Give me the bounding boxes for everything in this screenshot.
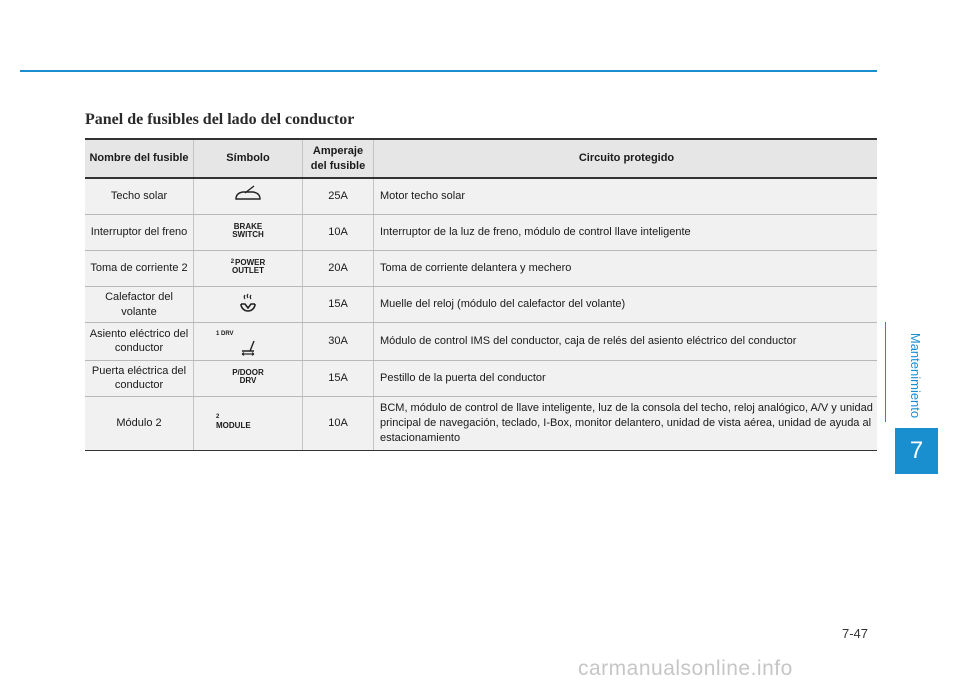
fuse-circuit: BCM, módulo de control de llave inteligente, luz de la consola del techo, reloj analógico, A/V y unidad principal de navegación, teclado, I-Box, monitor delantero, unidad de vista aérea, unidad de ayuda al estacionamiento: [374, 396, 878, 450]
side-tab-label: Mantenimiento: [908, 332, 923, 418]
fuse-circuit: Muelle del reloj (módulo del calefactor del volante): [374, 287, 878, 323]
table-row: [85, 360, 877, 396]
fuse-amperage: 30A: [303, 323, 374, 361]
fuse-circuit: Pestillo de la puerta del conductor: [374, 360, 878, 396]
table-row: [85, 287, 877, 323]
header-symbol: Símbolo: [194, 139, 303, 178]
fuse-name: Calefactor del volante: [85, 287, 194, 323]
fuse-symbol: [194, 287, 303, 323]
fuse-amperage: 10A: [303, 396, 374, 450]
sunroof-icon: [233, 184, 263, 204]
fuse-circuit: Interruptor de la luz de freno, módulo de control llave inteligente: [374, 215, 878, 251]
chapter-badge: 7: [895, 428, 938, 474]
fuse-name: Interruptor del freno: [85, 215, 194, 251]
table-row: [85, 178, 877, 215]
fuse-circuit: Motor techo solar: [374, 178, 878, 215]
fuse-symbol: [194, 396, 303, 450]
symbol-line2: SWITCH: [232, 230, 264, 240]
symbol-line1: BRAKE: [233, 221, 263, 231]
fuse-symbol: [194, 251, 303, 287]
fuse-name: Asiento eléctrico del conductor: [85, 323, 194, 361]
header-circuit: Circuito protegido: [374, 139, 878, 178]
fuse-name: Toma de corriente 2: [85, 251, 194, 287]
symbol-line1: P/DOOR: [232, 367, 264, 377]
fuse-amperage: 15A: [303, 360, 374, 396]
fuse-name: Módulo 2: [85, 396, 194, 450]
heated-steering-wheel-icon: [237, 291, 259, 313]
symbol-line2: DRV: [239, 376, 257, 386]
table-row: [85, 215, 877, 251]
top-rule: [20, 70, 877, 72]
fuse-symbol: [194, 323, 303, 361]
symbol-line1: MODULE: [216, 421, 251, 431]
power-seat-icon: [216, 340, 280, 358]
fuse-symbol: [194, 360, 303, 396]
side-tab: [893, 325, 938, 425]
header-amperage: Amperaje del fusible: [303, 139, 374, 178]
fuse-amperage: 20A: [303, 251, 374, 287]
watermark: carmanualsonline.info: [578, 657, 793, 680]
table-header-row: [85, 139, 877, 178]
page-number: 7-47: [842, 626, 869, 641]
fuse-name: Puerta eléctrica del conductor: [85, 360, 194, 396]
section-title: Panel de fusibles del lado del conductor: [85, 111, 355, 128]
fuse-circuit: Toma de corriente delantera y mechero: [374, 251, 878, 287]
symbol-superscript: 2: [216, 413, 220, 420]
symbol-label: 1 DRV: [216, 331, 234, 337]
table-row: [85, 323, 877, 361]
fuse-amperage: 25A: [303, 178, 374, 215]
symbol-line1: POWER: [235, 257, 266, 267]
fuse-amperage: 15A: [303, 287, 374, 323]
side-tab-rule: [885, 322, 886, 422]
fuse-circuit: Módulo de control IMS del conductor, caja de relés del asiento eléctrico del conductor: [374, 323, 878, 361]
fuse-symbol: [194, 178, 303, 215]
fuse-amperage: 10A: [303, 215, 374, 251]
fuse-name: Techo solar: [85, 178, 194, 215]
fuse-symbol: [194, 215, 303, 251]
fuse-table: [85, 138, 877, 451]
symbol-superscript: 2: [230, 258, 235, 265]
table-row: [85, 396, 877, 450]
header-name: Nombre del fusible: [85, 139, 194, 178]
symbol-line2: OUTLET: [231, 266, 264, 276]
table-row: [85, 251, 877, 287]
